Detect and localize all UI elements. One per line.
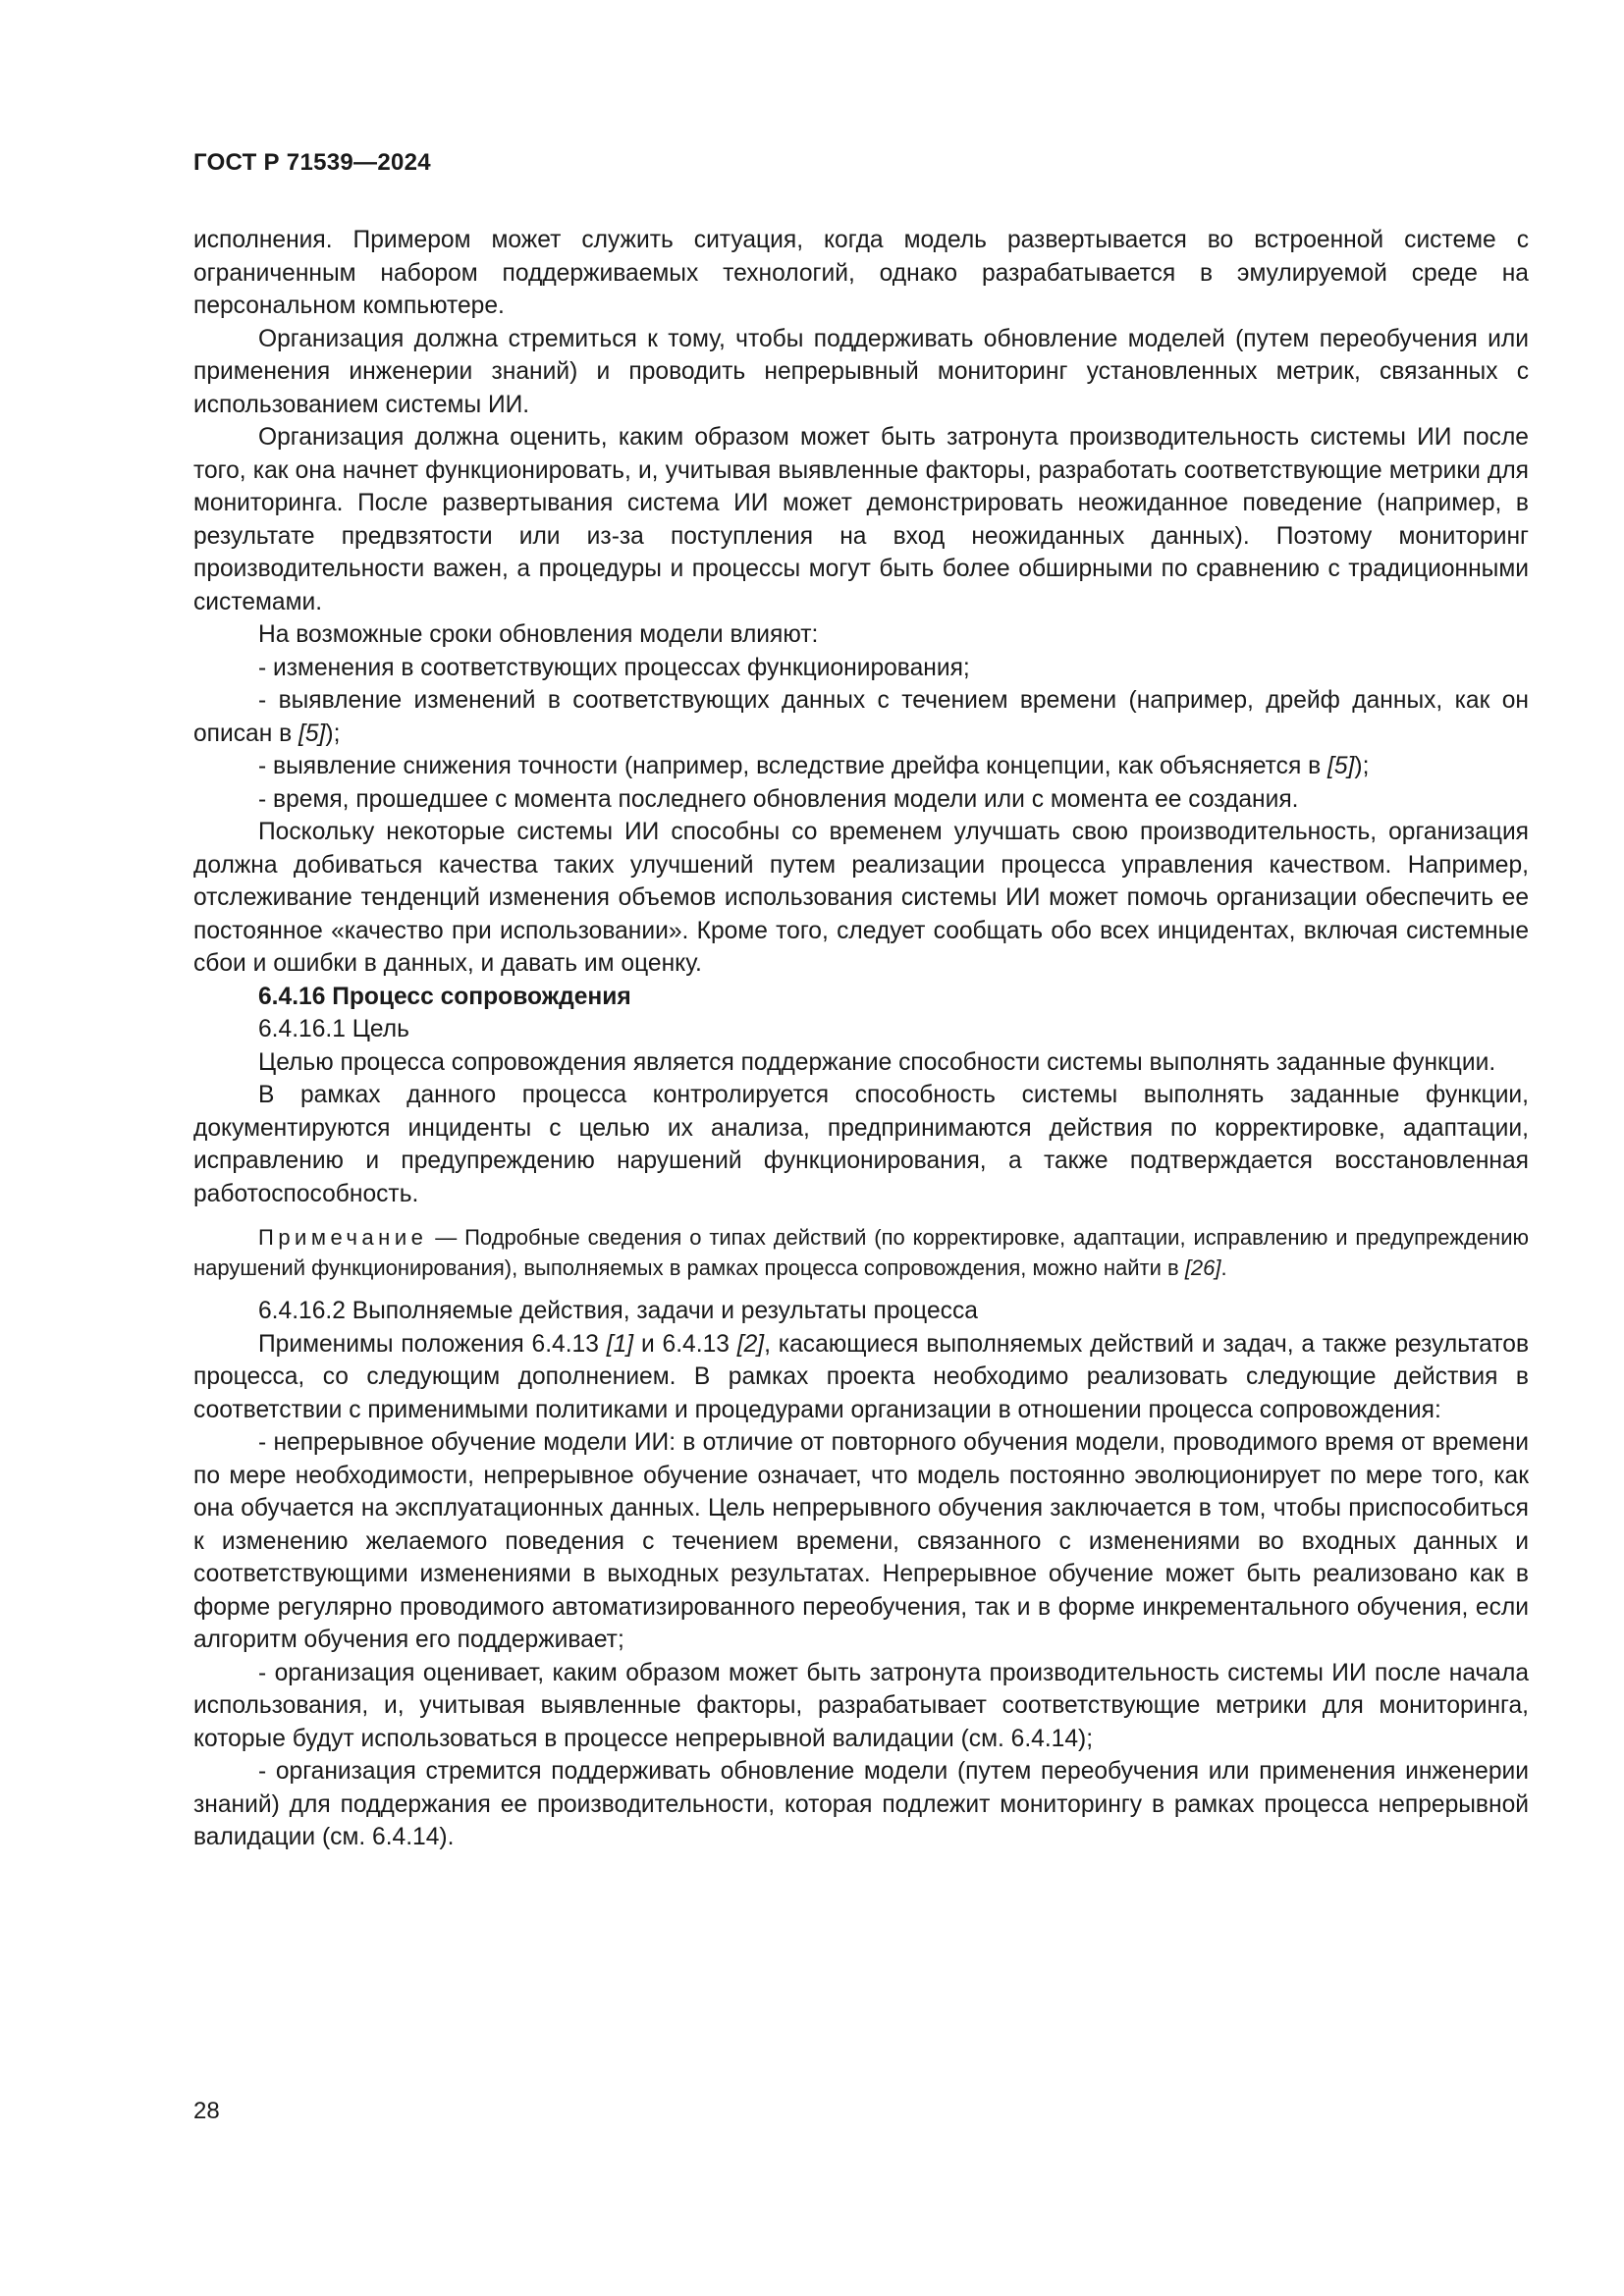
reference-link: [2] <box>736 1330 765 1358</box>
paragraph-applicable-provisions: Применимы положения 6.4.13 [1] и 6.4.13 [2], касающиеся выполняемых действий и задач, а также результатов процесса, со следующим дополнением. В рамках проекта необходимо реализовать следующие действия в соответствии с применимыми политиками и процедурами организации в отношении процесса сопровождения: <box>193 1330 1530 1423</box>
list-item-accuracy-decline: - выявление снижения точности (например, вследствие дрейфа концепции, как объясняется в [5]); <box>258 753 1370 779</box>
paragraph-continuation: исполнения. Примером может служить ситуация, когда модель развертывается во встроенной системе с ограниченным набором поддерживаемых технологий, однако разрабатывается в эмулируемой среде на персональном компьютере. <box>193 227 1529 319</box>
paragraph-update-timing-intro: На возможные сроки обновления модели влияют: <box>258 621 819 648</box>
paragraph-goal: Целью процесса сопровождения является поддержание способности системы выполнять заданные функции. <box>258 1048 1496 1076</box>
paragraph-quality-management: Поскольку некоторые системы ИИ способны со временем улучшать свою производительность, организация должна добиваться качества таких улучшений путем реализации процесса управления качеством. Например, отслеживание тенденций изменения объемов использования системы ИИ может помочь организации обеспечить ее постоянное «качество при использовании». Кроме того, следует сообщать обо всех инцидентах, включая системные сбои и ошибки в данных, и давать им оценку. <box>193 819 1529 977</box>
subsection-title-goal: 6.4.16.1 Цель <box>258 1016 409 1042</box>
section-heading: 6.4.16 Процесс сопровождения <box>258 983 631 1010</box>
list-item-metrics-monitoring: - организация оценивает, каким образом может быть затронута производительность системы ИИ после начала использования, и, учитывая выявленные факторы, разрабатывает соответствующие метрики для мониторинга, которые будут использоваться в процессе непрерывной валидации (см. 6.4.14); <box>193 1659 1529 1752</box>
paragraph-model-updates: Организация должна стремиться к тому, чтобы поддерживать обновление моделей (путем переобучения или применения инженерии знаний) и проводить непрерывный мониторинг установленных метрик, связанных с использованием системы ИИ. <box>193 325 1529 418</box>
reference-link: [5] <box>1327 753 1355 779</box>
note-label: Примечание <box>258 1225 428 1250</box>
document-body <box>193 224 1529 1854</box>
list-item-elapsed-time: - время, прошедшее с момента последнего обновления модели или с момента ее создания. <box>258 785 1299 813</box>
reference-link: [26] <box>1184 1255 1221 1280</box>
standard-designation: ГОСТ Р 71539—2024 <box>193 149 431 176</box>
paragraph-performance-assessment: Организация должна оценить, каким образом может быть затронута производительность системы ИИ после того, как она начнет функционировать, и, учитывая выявленные факторы, разработать соответствующие метрики для мониторинга. После развертывания система ИИ может демонстрировать неожиданное поведение (например, в результате предвзятости или из-за поступления на вход неожиданных данных). Поэтому мониторинг производительности важен, а процедуры и процессы могут быть более обширными по сравнению с традиционными системами. <box>193 424 1529 615</box>
list-item-model-maintenance: - организация стремится поддерживать обновление модели (путем переобучения или применения инженерии знаний) для поддержания ее производительности, которая подлежит мониторингу в рамках процесса непрерывной валидации (см. 6.4.14). <box>193 1758 1529 1850</box>
reference-link: [5] <box>298 720 326 747</box>
page-number: 28 <box>193 2098 220 2124</box>
subsection-title-activities: 6.4.16.2 Выполняемые действия, задачи и результаты процесса <box>258 1298 978 1324</box>
note-block: Примечание — Подробные сведения о типах действий (по корректировке, адаптации, исправлению и предупреждению нарушений функционирования), выполняемых в рамках процесса сопровождения, можно найти в [26]. <box>193 1225 1529 1280</box>
paragraph-process-scope: В рамках данного процесса контролируется способность системы выполнять заданные функции, документируются инциденты с целью их анализа, предпринимаются действия по корректировке, адаптации, исправлению и предупреждению нарушений функционирования, а также подтверждается восстановленная работоспособность. <box>193 1082 1529 1207</box>
list-item-process-changes: - изменения в соответствующих процессах функционирования; <box>258 654 970 681</box>
list-item-data-drift: - выявление изменений в соответствующих данных с течением времени (например, дрейф данных, как он описан в [5]); <box>193 687 1529 747</box>
list-item-continuous-learning: - непрерывное обучение модели ИИ: в отличие от повторного обучения модели, проводимого время от времени по мере необходимости, непрерывное обучение означает, что модель постоянно эволюционирует по мере того, как она обучается на эксплуатационных данных. Цель непрерывного обучения заключается в том, чтобы приспособиться к изменению желаемого поведения с течением времени, связанного с изменениями во входных данных и соответствующими изменениями в выходных результатах. Непрерывное обучение может быть реализовано как в форме регулярно проводимого автоматизированного переобучения, так и в форме инкрементального обучения, если алгоритм обучения его поддерживает; <box>193 1429 1529 1653</box>
reference-link: [1] <box>606 1330 634 1358</box>
